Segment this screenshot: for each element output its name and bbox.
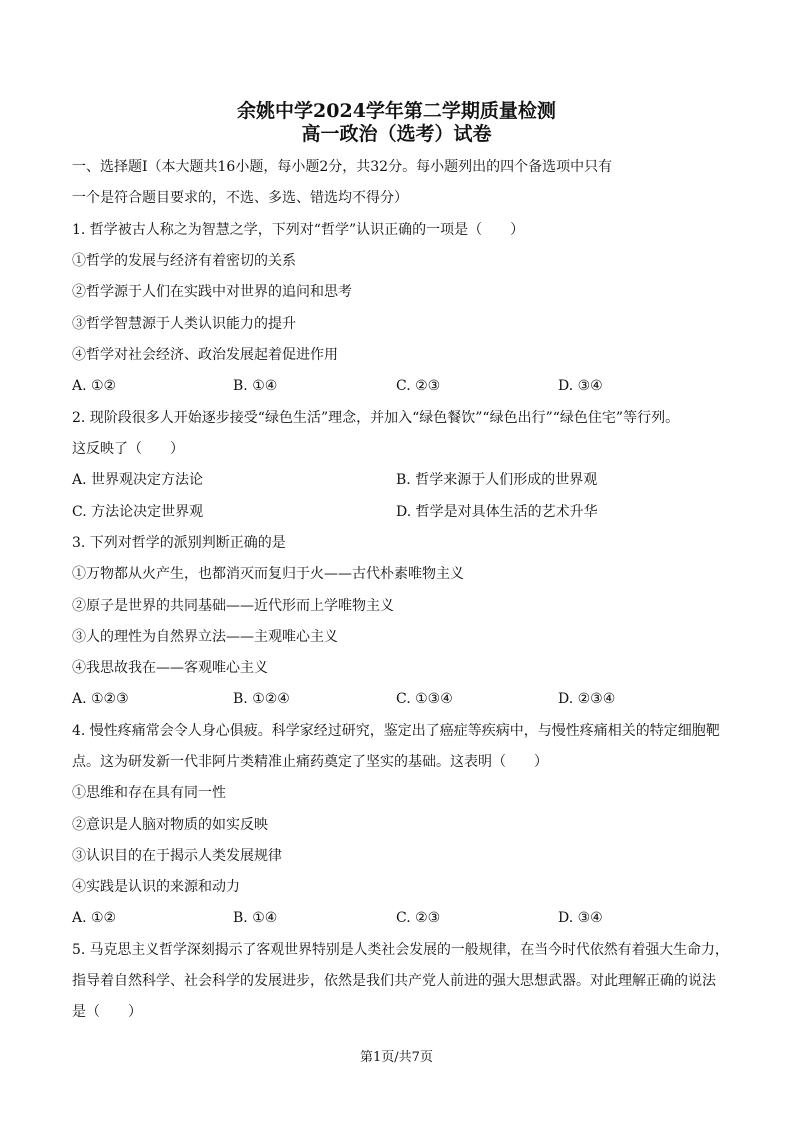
- question-4-item-1: ①思维和存在具有同一性: [72, 785, 226, 801]
- question-4-option-a: A. ①②: [72, 910, 117, 926]
- question-3-option-c: C. ①③④: [396, 691, 453, 707]
- question-5-stem-line1: 5. 马克思主义哲学深刻揭示了客观世界特别是人类社会发展的一般规律，在当今时代依然有着强大生命力，: [72, 942, 729, 958]
- section-instruction-line1: 一、选择题Ⅰ（本大题共16小题，每小题2分，共32分。每小题列出的四个备选项中只有: [72, 159, 613, 175]
- question-3-option-d: D. ②③④: [558, 691, 616, 707]
- question-3-item-4: ④我思故我在——客观唯心主义: [72, 660, 268, 676]
- page-number: 第1页/共7页: [360, 1050, 433, 1065]
- question-3-item-3: ③人的理性为自然界立法——主观唯心主义: [72, 629, 338, 645]
- question-5-stem-line2: 指导着自然科学、社会科学的发展进步，依然是我们共产党人前进的强大思想武器。对此理解正确的说法: [72, 973, 716, 989]
- question-3-stem: 3. 下列对哲学的派别判断正确的是: [72, 535, 286, 551]
- question-1-stem: 1. 哲学被古人称之为智慧之学，下列对“哲学”认识正确的一项是（ ）: [72, 222, 525, 238]
- question-4-option-c: C. ②③: [396, 910, 441, 926]
- question-2-option-b: B. 哲学来源于人们形成的世界观: [396, 472, 598, 488]
- question-4-item-4: ④实践是认识的来源和动力: [72, 879, 240, 895]
- question-5-stem-line3: 是（ ）: [72, 1004, 142, 1020]
- question-2-option-c: C. 方法论决定世界观: [72, 504, 204, 520]
- question-2-option-a: A. 世界观决定方法论: [72, 472, 204, 488]
- question-4-item-2: ②意识是人脑对物质的如实反映: [72, 817, 268, 833]
- exam-title: 余姚中学2024学年第二学期质量检测: [237, 100, 556, 122]
- question-1-option-d: D. ③④: [558, 378, 603, 394]
- question-2-option-d: D. 哲学是对具体生活的艺术升华: [396, 504, 598, 520]
- question-4-stem-line1: 4. 慢性疼痛常会令人身心俱疲。科学家经过研究，鉴定出了癌症等疾病中，与慢性疼痛相关的特定细胞靶: [72, 723, 720, 739]
- question-4-option-b: B. ①④: [233, 910, 278, 926]
- question-2-stem-line1: 2. 现阶段很多人开始逐步接受“绿色生活”理念，并加入“绿色餐饮”“绿色出行”“绿色住宅”等行列。: [72, 410, 680, 426]
- question-3-item-2: ②原子是世界的共同基础——近代形而上学唯物主义: [72, 598, 394, 614]
- question-1-item-3: ③哲学智慧源于人类认识能力的提升: [72, 316, 296, 332]
- exam-subtitle: 高一政治（选考）试卷: [301, 123, 492, 145]
- question-1-item-2: ②哲学源于人们在实践中对世界的追问和思考: [72, 284, 352, 300]
- question-1-option-c: C. ②③: [396, 378, 441, 394]
- question-1-item-4: ④哲学对社会经济、政治发展起着促进作用: [72, 347, 338, 363]
- question-1-item-1: ①哲学的发展与经济有着密切的关系: [72, 253, 296, 269]
- question-4-option-d: D. ③④: [558, 910, 603, 926]
- question-2-stem-line2: 这反映了（ ）: [72, 441, 184, 457]
- question-3-option-b: B. ①②④: [233, 691, 290, 707]
- question-3-item-1: ①万物都从火产生，也都消灭而复归于火——古代朴素唯物主义: [72, 566, 464, 582]
- question-1-option-a: A. ①②: [72, 378, 117, 394]
- question-1-option-b: B. ①④: [233, 378, 278, 394]
- question-4-stem-line2: 点。这为研发新一代非阿片类精准止痛药奠定了坚实的基础。这表明（ ）: [72, 754, 548, 770]
- section-instruction-line2: 一个是符合题目要求的，不选、多选、错选均不得分）: [72, 190, 408, 206]
- question-3-option-a: A. ①②③: [72, 691, 129, 707]
- question-4-item-3: ③认识目的在于揭示人类发展规律: [72, 848, 282, 864]
